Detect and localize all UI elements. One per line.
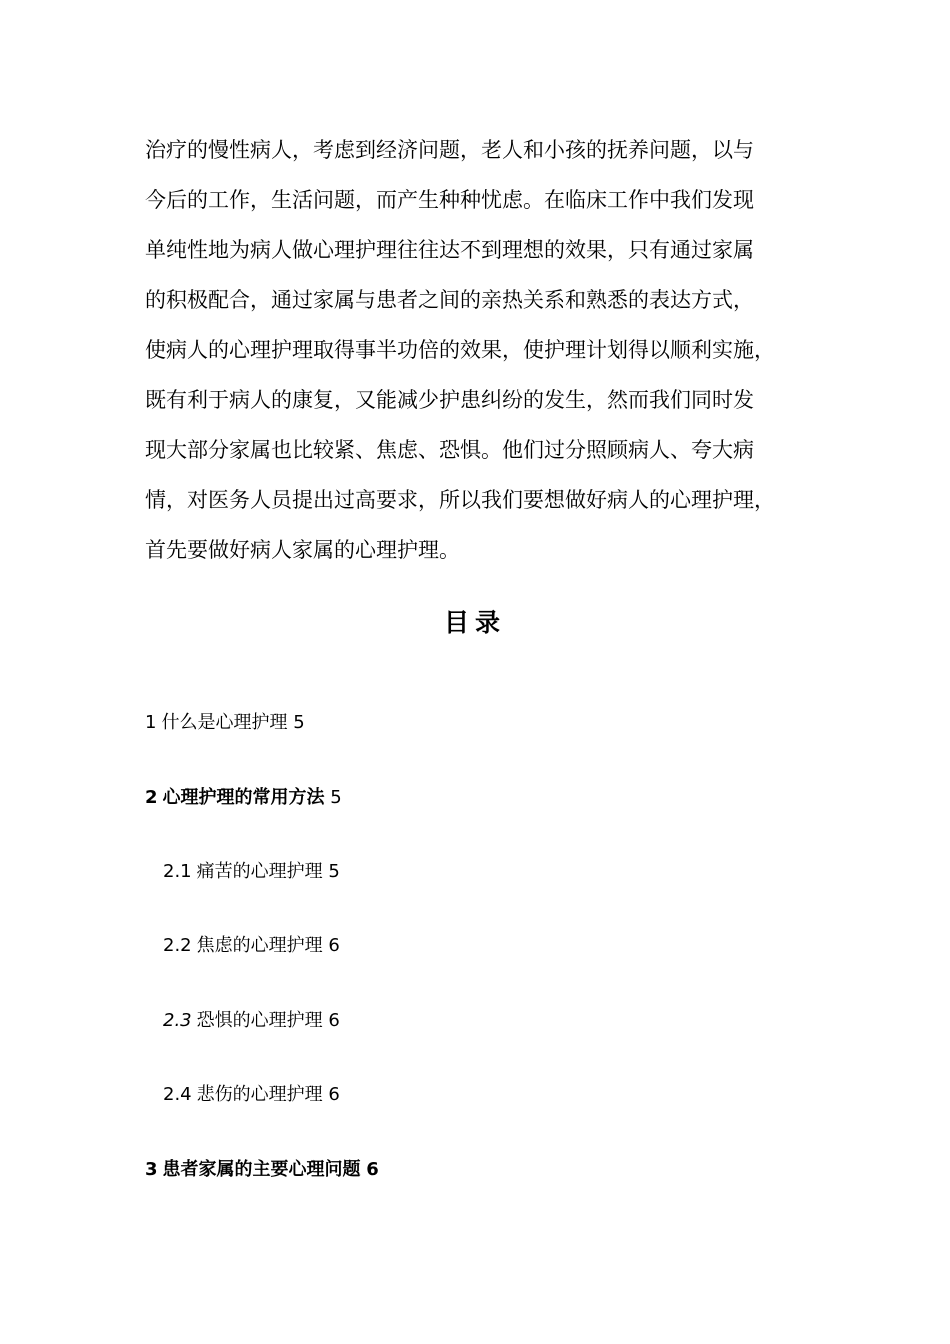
toc-entry-number: 2.1 xyxy=(163,861,192,882)
toc-entry-2-3[interactable] xyxy=(163,1007,340,1035)
toc-entry-title: 悲伤的心理护理 xyxy=(196,1084,323,1105)
toc-entry-number: 2.2 xyxy=(163,935,192,956)
toc-entry-page: 6 xyxy=(366,1159,379,1180)
toc-entry-title: 什么是心理护理 xyxy=(161,712,288,733)
paragraph-line: 使病人的心理护理取得事半功倍的效果，使护理计划得以顺利实施， xyxy=(145,338,775,362)
paragraph-line: 今后的工作，生活问题，而产生种种忧虑。在临床工作中我们发现 xyxy=(145,188,754,212)
paragraph-line: 情，对医务人员提出过高要求，所以我们要想做好病人的心理护理， xyxy=(145,488,775,512)
toc-entry-page: 6 xyxy=(328,1084,340,1105)
toc-entry-title: 心理护理的常用方法 xyxy=(162,787,325,808)
toc-entry-2-4[interactable] xyxy=(163,1081,340,1109)
paragraph-line: 首先要做好病人家属的心理护理。 xyxy=(145,538,460,562)
toc-entry-page: 5 xyxy=(330,787,342,808)
paragraph-line: 既有利于病人的康复，又能减少护患纠纷的发生，然而我们同时发 xyxy=(145,388,754,412)
toc-entry-number: 2.4 xyxy=(163,1084,192,1105)
toc-entry-number: 3 xyxy=(145,1159,158,1180)
toc-entry-title: 患者家属的主要心理问题 xyxy=(162,1159,361,1180)
toc-entry-2-1[interactable] xyxy=(163,858,340,886)
toc-entry-2-2[interactable] xyxy=(163,932,340,960)
toc-entry-page: 6 xyxy=(328,1010,340,1031)
toc-entry-number: 1 xyxy=(145,712,157,733)
toc-entry-title: 恐惧的心理护理 xyxy=(196,1010,323,1031)
toc-entry-1[interactable] xyxy=(145,709,305,737)
toc-entry-page: 5 xyxy=(328,861,340,882)
toc-entry-number: 2 xyxy=(145,787,158,808)
toc-entry-2[interactable] xyxy=(145,784,342,812)
paragraph-line: 治疗的慢性病人，考虑到经济问题，老人和小孩的抚养问题，以与 xyxy=(145,138,754,162)
toc-title: 目录 xyxy=(443,608,506,637)
toc-entry-title: 焦虑的心理护理 xyxy=(196,935,323,956)
toc-entry-page: 5 xyxy=(293,712,305,733)
toc-entry-3[interactable] xyxy=(145,1156,379,1184)
toc-entry-number: 2.3 xyxy=(163,1010,192,1031)
toc-entry-title: 痛苦的心理护理 xyxy=(196,861,323,882)
body-paragraph xyxy=(145,125,810,575)
paragraph-line: 的积极配合，通过家属与患者之间的亲热关系和熟悉的表达方式， xyxy=(145,288,754,312)
toc-entry-page: 6 xyxy=(328,935,340,956)
paragraph-line: 单纯性地为病人做心理护理往往达不到理想的效果，只有通过家属 xyxy=(145,238,754,262)
paragraph-line: 现大部分家属也比较紧、焦虑、恐惧。他们过分照顾病人、夸大病 xyxy=(145,438,754,462)
